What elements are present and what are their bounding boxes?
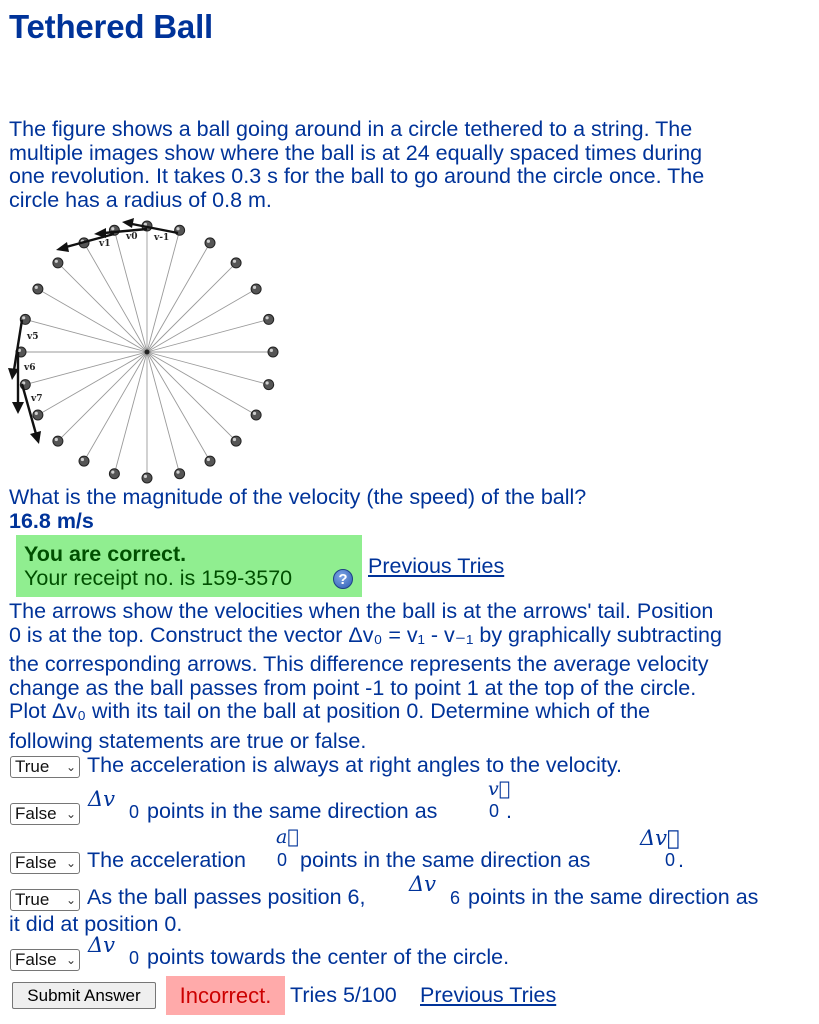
help-icon[interactable]: ? <box>333 569 353 589</box>
spoke <box>147 352 256 415</box>
ball <box>33 410 43 420</box>
statement-2-post-sub: 0 <box>489 801 500 821</box>
statement-4-text-b: points in the same direction as <box>468 885 759 909</box>
label-v1: v1 <box>99 239 111 249</box>
ball-highlight <box>233 438 236 441</box>
spoke <box>38 289 147 352</box>
page-title: Tethered Ball <box>9 8 214 45</box>
statement-5-select[interactable]: False ⌄ <box>10 949 80 971</box>
spoke <box>147 352 210 461</box>
arrow-vm1-head <box>122 218 134 228</box>
velocity-vector-symbol: v⃗ <box>488 778 511 800</box>
statement-5-sub: 0 <box>129 948 140 968</box>
question-speed: What is the magnitude of the velocity (the speed) of the ball? <box>9 485 587 509</box>
ball-highlight <box>144 475 147 478</box>
ball-highlight <box>81 458 84 461</box>
spoke <box>38 352 147 415</box>
label-v0: v0 <box>126 232 138 242</box>
ball-highlight <box>266 316 269 319</box>
statement-5-text: points towards the center of the circle. <box>147 945 510 969</box>
ball-highlight <box>35 286 38 289</box>
spoke <box>84 352 147 461</box>
ball <box>251 284 261 294</box>
ball <box>268 347 278 357</box>
label-v6: v6 <box>24 363 36 373</box>
spoke <box>84 243 147 352</box>
chevron-down-icon: ⌄ <box>65 953 76 967</box>
statement-2-text: points in the same direction as <box>147 799 438 823</box>
acceleration-vector-symbol: a⃗ <box>276 826 299 848</box>
intro-paragraph: The figure shows a ball going around in a circle tethered to a string. The multiple images show where the ball is at 24 equally spaced times during one revolution. It takes 0.3 s for the ball to go around the circle once. The circle has a radius of 0.8 m. <box>9 117 705 212</box>
statement-3-tail: . <box>678 848 684 872</box>
spoke <box>25 352 147 385</box>
previous-tries-link[interactable]: Previous Tries <box>368 554 505 578</box>
status-badge: Incorrect. <box>166 976 285 1015</box>
ball-highlight <box>270 349 273 352</box>
statement-1-text: The acceleration is always at right angles to the velocity. <box>87 753 622 777</box>
ball <box>109 469 119 479</box>
spoke <box>58 263 147 352</box>
ball <box>33 284 43 294</box>
center-pivot <box>145 350 150 355</box>
label-v5: v5 <box>27 332 39 342</box>
ball <box>205 238 215 248</box>
spoke <box>147 243 210 352</box>
statement-3-text-a: The acceleration <box>87 848 246 872</box>
answer-speed: 16.8 m/s <box>9 509 94 533</box>
submit-answer-button[interactable]: Submit Answer <box>12 982 156 1009</box>
ball <box>205 456 215 466</box>
ball <box>175 469 185 479</box>
spoke <box>147 319 269 352</box>
receipt-text: Your receipt no. is 159-3570 <box>24 566 293 590</box>
ball-highlight <box>55 260 58 263</box>
ball <box>251 410 261 420</box>
ball <box>142 473 152 483</box>
spoke <box>147 352 236 441</box>
ball-highlight <box>22 316 25 319</box>
ball-highlight <box>55 438 58 441</box>
statement-3-select[interactable]: False ⌄ <box>10 852 80 874</box>
statement-3-post-sub: 0 <box>665 850 676 870</box>
statement-2-tail: . <box>506 799 512 823</box>
spoke <box>147 263 236 352</box>
spoke <box>147 352 269 385</box>
statement-4-mid-sub: 6 <box>450 888 461 908</box>
correct-feedback <box>16 535 362 597</box>
tries-count: Tries 5/100 <box>290 983 397 1007</box>
ball-highlight <box>233 260 236 263</box>
arrow-v1-head <box>56 242 69 252</box>
ball-highlight <box>111 227 114 230</box>
ball-highlight <box>111 471 114 474</box>
spoke <box>25 319 147 352</box>
ball <box>53 436 63 446</box>
ball-highlight <box>253 412 256 415</box>
delta-v-vector-symbol: Δv⃗ <box>640 826 680 850</box>
spoke <box>147 230 180 352</box>
arrow-v7 <box>22 384 36 434</box>
ball <box>231 258 241 268</box>
ball <box>231 436 241 446</box>
statement-3-text-b: points in the same direction as <box>300 848 591 872</box>
statement-3-mid-sub: 0 <box>277 850 288 870</box>
ball <box>79 456 89 466</box>
spoke <box>58 352 147 441</box>
delta-v-symbol: Δv <box>88 787 116 811</box>
ball-highlight <box>207 240 210 243</box>
label-v7: v7 <box>31 394 43 404</box>
delta-v-symbol: Δv <box>88 933 116 957</box>
statement-4-line2: it did at position 0. <box>9 912 183 936</box>
ball-highlight <box>253 286 256 289</box>
ball-highlight <box>266 381 269 384</box>
label-vm1: v-1 <box>154 233 170 243</box>
arrow-v6-head <box>12 402 24 414</box>
ball-highlight <box>207 458 210 461</box>
ball-highlight <box>35 412 38 415</box>
arrow-vm1 <box>132 224 178 233</box>
delta-v-symbol: Δv <box>409 872 437 896</box>
chevron-down-icon: ⌄ <box>65 856 76 870</box>
chevron-down-icon: ⌄ <box>65 760 76 774</box>
ball-highlight <box>176 227 179 230</box>
chevron-down-icon: ⌄ <box>65 893 76 907</box>
chevron-down-icon: ⌄ <box>65 807 76 821</box>
statement-1-select[interactable]: True ⌄ <box>10 756 80 778</box>
spoke <box>147 289 256 352</box>
ball-highlight <box>176 471 179 474</box>
statement-4-text-a: As the ball passes position 6, <box>87 885 366 909</box>
ball <box>53 258 63 268</box>
previous-tries-link-bottom[interactable]: Previous Tries <box>420 983 557 1007</box>
instructions-paragraph: The arrows show the velocities when the ball is at the arrows' tail. Position 0 is at the top. Construct the vector Δv₀ = v₁ - v₋₁ by graphically subtracting the corresponding arrows. This difference represents the average velocity change as the ball passes from point -1 to point 1 at the top of the circle. Plot Δv₀ with its tail on the ball at position 0. Determine which of the following statements are true or false. <box>9 599 722 753</box>
statement-2-sub: 0 <box>129 802 140 822</box>
ball <box>264 380 274 390</box>
ball <box>264 314 274 324</box>
spoke <box>114 230 147 352</box>
statement-4-select[interactable]: True ⌄ <box>10 889 80 911</box>
statement-2-select[interactable]: False ⌄ <box>10 803 80 825</box>
spoke <box>114 352 147 474</box>
correct-message: You are correct. <box>24 542 187 566</box>
tethered-ball-figure <box>0 212 290 490</box>
spoke <box>147 352 180 474</box>
arrow-v7-head <box>30 431 41 444</box>
